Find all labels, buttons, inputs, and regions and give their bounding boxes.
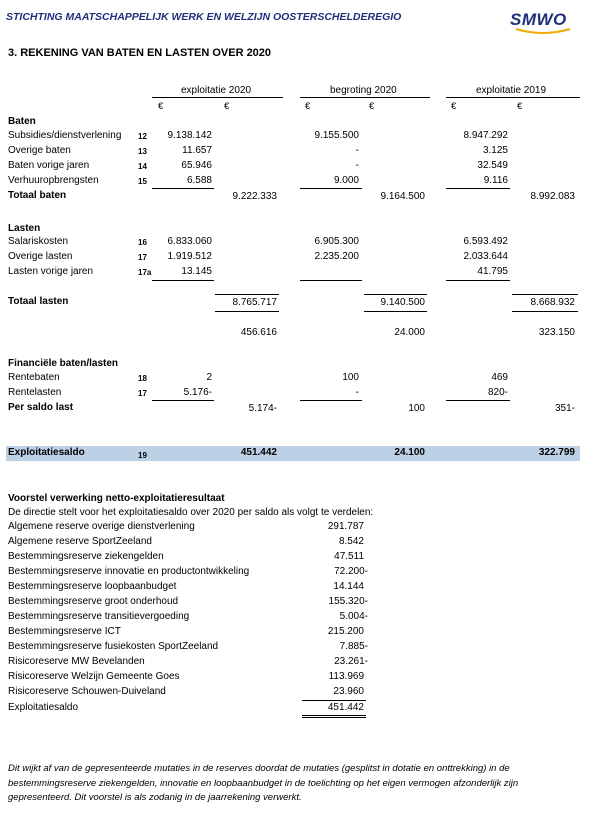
value-exploitatie-2020: 6.588: [186, 175, 212, 186]
value-begroting-2020: 9.155.500: [314, 130, 359, 141]
value-exploitatie-2020: 65.946: [181, 160, 212, 171]
organization-name: STICHTING MAATSCHAPPELIJK WERK EN WELZIJN OOSTERSCHELDEREGIO: [6, 11, 402, 23]
note-ref: 16: [138, 238, 147, 247]
total-label: Totaal lasten: [8, 296, 69, 307]
reserve-label: Bestemmingsreserve loopbaanbudget: [8, 581, 177, 592]
row-label: Rentebaten: [8, 372, 60, 383]
smwo-logo: [508, 8, 586, 36]
col-header-begroting-2020: begroting 2020: [330, 85, 397, 96]
reserve-value: 155.320-: [328, 596, 368, 607]
value-exploitatie-2019: 41.795: [477, 266, 508, 277]
value-exploitatie-2019: 3.125: [482, 145, 508, 156]
value-begroting-2020: 9.000: [333, 175, 359, 186]
total-value: 451.442: [327, 702, 364, 713]
reserve-value: 23.960: [333, 686, 364, 697]
total-begroting-2020: 9.164.500: [380, 191, 425, 202]
reserve-label: Bestemmingsreserve innovatie en productontwikkeling: [8, 566, 250, 577]
subtract-rule: [215, 311, 279, 312]
reserve-value: 7.885-: [339, 641, 368, 652]
reserve-label: Bestemmingsreserve ziekengelden: [8, 551, 164, 562]
section-heading-baten: Baten: [8, 116, 36, 127]
section-heading-voorstel: Voorstel verwerking netto-exploitatieresultaat: [8, 493, 225, 504]
reserve-value: 14.144: [333, 581, 364, 592]
row-label: Lasten vorige jaren: [8, 266, 94, 277]
reserve-label: Risicoreserve Schouwen-Duiveland: [8, 686, 166, 697]
reserve-label: Bestemmingsreserve groot onderhoud: [8, 596, 179, 607]
reserve-label: Risicoreserve MW Bevelanden: [8, 656, 145, 667]
header-rule: [152, 97, 283, 98]
subtotal-exploitatie-2020: 456.616: [240, 327, 277, 338]
subtract-rule: [512, 311, 578, 312]
sum-rule: [302, 700, 366, 701]
currency-label: €: [369, 101, 375, 112]
header-rule: [300, 97, 430, 98]
row-label: Salariskosten: [8, 236, 69, 247]
reserve-label: Bestemmingsreserve transitievergoeding: [8, 611, 190, 622]
reserve-label: Algemene reserve SportZeeland: [8, 536, 152, 547]
reserve-value: 72.200-: [334, 566, 368, 577]
reserve-value: 291.787: [327, 521, 364, 532]
row-label: Verhuuropbrengsten: [8, 175, 99, 186]
sum-rule: [446, 400, 510, 401]
reserve-value: 8.542: [338, 536, 364, 547]
subtotal-exploitatie-2019: 323.150: [538, 327, 575, 338]
total-exploitatie-2020: 8.765.717: [232, 297, 277, 308]
subtract-rule: [215, 294, 279, 295]
value-exploitatie-2020: 1.919.512: [167, 251, 212, 262]
currency-label: €: [451, 101, 457, 112]
subtotal-begroting-2020: 24.000: [394, 327, 425, 338]
sum-rule: [152, 188, 214, 189]
total-begroting-2020: 9.140.500: [380, 297, 425, 308]
row-label: Subsidies/dienstverlening: [8, 130, 122, 141]
double-rule: [302, 715, 366, 716]
sum-rule: [152, 400, 214, 401]
reserve-value: 23.261-: [334, 656, 368, 667]
total-exploitatie-2019: 8.992.083: [530, 191, 575, 202]
header-rule: [446, 97, 580, 98]
reserve-label: Algemene reserve overige dienstverlening: [8, 521, 195, 532]
sum-rule: [152, 280, 214, 281]
page-title: 3. REKENING VAN BATEN EN LASTEN OVER 2020: [8, 47, 272, 59]
sum-rule: [300, 400, 362, 401]
note-ref: 17: [138, 389, 147, 398]
value-exploitatie-2019: 9.116: [483, 175, 508, 186]
total-label: Exploitatiesaldo: [8, 702, 79, 713]
row-label: Rentelasten: [8, 387, 62, 398]
value-exploitatie-2020: 11.657: [182, 145, 212, 156]
currency-label: €: [305, 101, 311, 112]
exploitatiesaldo-band: [6, 446, 580, 461]
col-header-exploitatie-2020: exploitatie 2020: [181, 85, 252, 96]
section-heading-financieel: Financiële baten/lasten: [8, 358, 119, 369]
note-ref: 13: [138, 147, 147, 156]
exploitatiesaldo-label: Exploitatiesaldo: [8, 447, 85, 458]
reserve-value: 113.969: [328, 671, 364, 682]
value-exploitatie-2019: 8.947.292: [463, 130, 508, 141]
note-ref: 17: [138, 253, 147, 262]
reserve-label: Bestemmingsreserve fusiekosten SportZeeland: [8, 641, 219, 652]
total-exploitatie-2019: 351-: [554, 403, 575, 414]
value-begroting-2020: 6.905.300: [314, 236, 359, 247]
reserve-value: 215.200: [327, 626, 364, 637]
value-exploitatie-2019: 2.033.644: [463, 251, 508, 262]
value-exploitatie-2019: 820-: [487, 387, 508, 398]
note-ref: 19: [138, 451, 147, 460]
subtract-rule: [364, 311, 427, 312]
note-ref: 15: [138, 177, 147, 186]
value-exploitatie-2020: 13.145: [181, 266, 212, 277]
sum-rule: [300, 280, 362, 281]
value-begroting-2020: 100: [342, 372, 359, 383]
value-begroting-2020: -: [355, 160, 359, 171]
value-begroting-2020: -: [355, 145, 359, 156]
value-exploitatie-2019: 469: [491, 372, 508, 383]
logo-text: SMWO: [510, 10, 567, 29]
total-begroting-2020: 100: [408, 403, 425, 414]
reserve-label: Bestemmingsreserve ICT: [8, 626, 121, 637]
exploitatiesaldo-exploitatie-2019: 322.799: [538, 447, 575, 458]
logo-swoosh-icon: [514, 28, 572, 35]
value-exploitatie-2020: 9.138.142: [167, 130, 212, 141]
total-exploitatie-2019: 8.668.932: [530, 297, 575, 308]
footnote: Dit wijkt af van de gepresenteerde mutaties in de reserves doordat de mutaties (gesplitst in dotatie en onttrekking) in de bestemmingsreserve ziekengelden, innovatie en loopbaanbudget in de toelichting op het eigen vermogen afzonderlijk zijn gepresenteerd. Dit voorstel is als zodanig in de jaarrekening verwerkt.: [8, 763, 519, 803]
voorstel-intro: De directie stelt voor het exploitatiesaldo over 2020 per saldo als volgt te verdelen:: [8, 507, 374, 518]
note-ref: 18: [138, 374, 147, 383]
subtract-rule: [364, 294, 427, 295]
currency-label: €: [158, 101, 164, 112]
reserve-value: 47.511: [334, 551, 364, 562]
col-header-exploitatie-2019: exploitatie 2019: [476, 85, 547, 96]
currency-label: €: [224, 101, 230, 112]
section-heading-lasten: Lasten: [8, 223, 41, 234]
sum-rule: [446, 188, 510, 189]
value-exploitatie-2020: 2: [206, 372, 212, 383]
currency-label: €: [517, 101, 523, 112]
row-label: Baten vorige jaren: [8, 160, 90, 171]
exploitatiesaldo-exploitatie-2020: 451.442: [240, 447, 277, 458]
note-ref: 12: [138, 132, 147, 141]
value-begroting-2020: 2.235.200: [314, 251, 359, 262]
row-label: Overige baten: [8, 145, 71, 156]
total-exploitatie-2020: 9.222.333: [232, 191, 277, 202]
value-begroting-2020: -: [355, 387, 359, 398]
sum-rule: [300, 188, 362, 189]
total-label: Totaal baten: [8, 190, 67, 201]
reserve-label: Risicoreserve Welzijn Gemeente Goes: [8, 671, 180, 682]
sum-rule: [446, 280, 510, 281]
note-ref: 17a: [138, 268, 152, 277]
exploitatiesaldo-begroting-2020: 24.100: [394, 447, 425, 458]
total-label: Per saldo last: [8, 402, 74, 413]
value-exploitatie-2019: 32.549: [477, 160, 508, 171]
note-ref: 14: [138, 162, 147, 171]
subtract-rule: [512, 294, 578, 295]
double-rule: [302, 717, 366, 718]
reserve-value: 5.004-: [339, 611, 368, 622]
value-exploitatie-2020: 6.833.060: [167, 236, 212, 247]
row-label: Overige lasten: [8, 251, 73, 262]
total-exploitatie-2020: 5.174-: [248, 403, 277, 414]
value-exploitatie-2019: 6.593.492: [463, 236, 508, 247]
value-exploitatie-2020: 5.176-: [183, 387, 212, 398]
